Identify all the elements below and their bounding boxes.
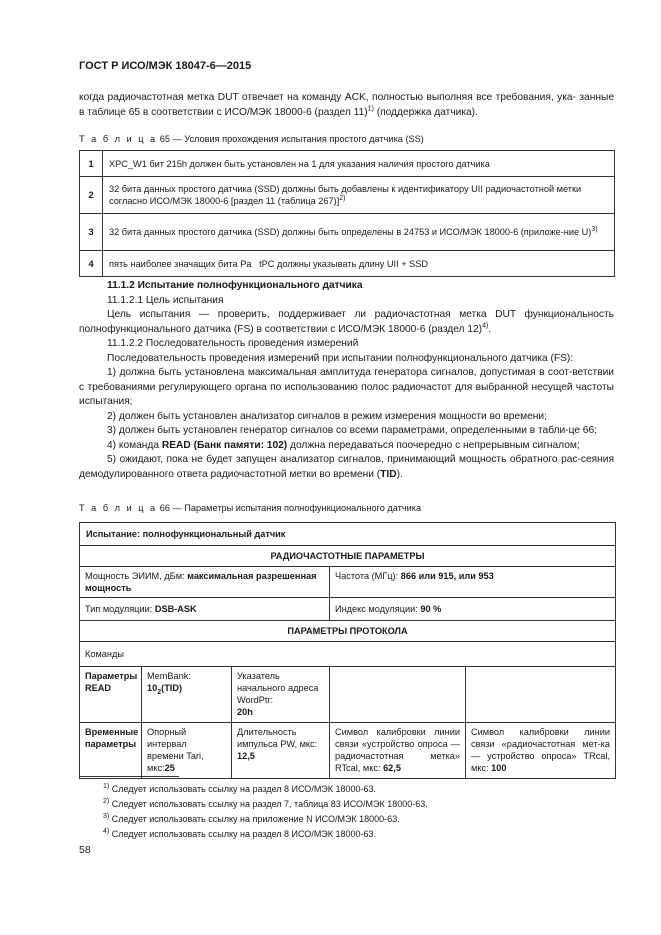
timing-parameters-label: Временные параметры — [80, 723, 142, 779]
footnote-ref-1: 1) — [367, 105, 374, 113]
read-empty-cell-2 — [466, 667, 616, 723]
pw-cell: Длительность импульса PW, мкс: 12,5 — [232, 723, 330, 779]
tari-cell: Опорный интервал времени Tari, мкс:25 — [142, 723, 232, 779]
commands-cell: Команды — [80, 642, 616, 667]
table66-protocol-header-row — [80, 621, 616, 642]
footnote-1: $^{1)}$ Следует использовать ссылку на раздел 8 ИСО/МЭК 18000-63. — [103, 783, 377, 794]
table66-commands-row — [80, 642, 616, 667]
footnote-4: $^{4)}$ Следует использовать ссылку на раздел 8 ИСО/МЭК 18000-63. — [103, 828, 377, 839]
protocol-parameters-header: ПАРАМЕТРЫ ПРОТОКОЛА — [80, 621, 616, 642]
table65-caption — [79, 134, 424, 144]
table65-row-number: 1 — [80, 151, 103, 177]
table66-title-row — [80, 523, 616, 546]
purpose-paragraph: Цель испытания — проверить, поддерживает ли радиочастотная метка DUT функциональность полнофункционального датчика (FS) в соответствии с ИСО/МЭК 18000-6 (раздел 12)$^{4)}$. — [79, 309, 614, 335]
rf-parameters-header: РАДИОЧАСТОТНЫЕ ПАРАМЕТРЫ — [80, 546, 616, 567]
table65-row — [80, 151, 615, 177]
sequence-intro: Последовательность проведения измерений при испытании полнофункционального датчика (FS): — [107, 352, 574, 364]
table66-power-row — [80, 567, 616, 598]
footnote-separator — [79, 776, 179, 777]
intro-line-2: занные в таблице 65 в соответствии с ИСО/МЭК 18000-6 (раздел 11) — [79, 92, 614, 118]
table65-row — [80, 177, 615, 214]
intro-paragraph — [79, 91, 614, 120]
table65-caption-text: 65 — Условия прохождения испытания простого датчика (SS) — [157, 134, 424, 144]
subsection-sequence-title: 11.1.2.2 Последовательность проведения измерений — [107, 338, 359, 349]
footnote-ref-2: 2) — [339, 194, 346, 202]
table66-caption-prefix: Т а б л и ц а — [79, 503, 158, 513]
table66-read-row — [80, 667, 616, 723]
footnote-ref-3: 3) — [591, 225, 598, 233]
sequence-item-1: 1) должна быть установлена максимальная амплитуда генератора сигналов, допустимая в соот-ветствии с требованиями регулирующего органа по использованию полос радиочастот для выбранной несущей частоты испытания; — [79, 367, 614, 407]
footnote-3: $^{3)}$ Следует использовать ссылку на приложение N ИСО/МЭК 18000-63. — [103, 813, 400, 824]
section-heading: 11.1.2 Испытание полнофункционального датчика — [107, 280, 363, 291]
wordptr-cell: Указатель начального адреса WordPtr: 20h — [232, 667, 330, 723]
table65-row-text: пять наиболее значащих бита Pa tPC должны указывать длину UII + SSD — [103, 251, 615, 277]
sequence-item-4: 4) команда READ (Банк памяти: 102) должна передаваться поочередно с непрерывным сигналом; — [107, 439, 580, 451]
table65-row — [80, 214, 615, 251]
table65-row-text: 32 бита данных простого датчика (SSD) должны быть добавлены к идентификатору UII радиочастотной метки согласно ИСО/МЭК 18000-6 [раздел 11 (таблица 267)]$^{2)}$ — [103, 177, 615, 214]
table66-timing-row — [80, 723, 616, 779]
table65-row — [80, 251, 615, 277]
table-65 — [79, 150, 615, 277]
table65-row-text: 32 бита данных простого датчика (SSD) должны быть определены в 24753 и ИСО/МЭК 18000-6 (приложе-ние U)$^{3)}$ — [103, 214, 615, 251]
membank-cell: MemBank: $10_2(TID)$ — [142, 667, 232, 723]
sequence-item-3: 3) должен быть установлен генератор сигналов со всеми параметрами, определенными в табли-це 66; — [107, 425, 597, 436]
sequence-item-5: 5) ожидают, пока не будет запущен анализатор сигналов, принимающий мощность обратного рас-сеяния демодулированного ответа радиочастотной метки во времени (TID). — [79, 454, 614, 480]
subsection-purpose-title: 11.1.2.1 Цель испытания — [107, 294, 224, 306]
modulation-type-cell: Тип модуляции: DSB-ASK — [80, 598, 330, 621]
read-parameters-label: Параметры READ — [80, 667, 142, 723]
section-body — [79, 279, 614, 482]
read-empty-cell-1 — [330, 667, 466, 723]
table66-modulation-row — [80, 598, 616, 621]
rtcal-cell: Символ калибровки линии связи «устройство опроса — радиочастотная метка» RTcal, мкс: 62,5 — [330, 723, 466, 779]
trcal-cell: Символ калибровки линии связи «радиочастотная мет-ка — устройство опроса» TRcal, мкс: 100 — [466, 723, 616, 779]
intro-line-1: когда радиочастотная метка DUT отвечает на команду ACK, полностью выполняя все требования, ука- — [79, 92, 576, 103]
table66-test-title: Испытание: полнофункциональный датчик — [80, 523, 616, 546]
sequence-item-2: 2) должен быть установлен анализатор сигналов в режим измерения мощности во времени; — [107, 410, 547, 422]
footnote-2: $^{2)}$ Следует использовать ссылку на раздел 7, таблица 83 ИСО/МЭК 18000-63. — [103, 798, 428, 809]
table65-row-number: 2 — [80, 177, 103, 214]
document-header: ГОСТ Р ИСО/МЭК 18047-6—2015 — [79, 60, 252, 72]
table65-row-text: XPC_W1 бит 215h должен быть установлен на 1 для указания наличия простого датчика — [103, 151, 615, 177]
page-number: 58 — [79, 844, 91, 856]
frequency-cell: Частота (МГц): 866 или 915, или 953 — [330, 567, 616, 598]
table65-row-number: 3 — [80, 214, 103, 251]
modulation-index-cell: Индекс модуляции: 90 % — [330, 598, 616, 621]
intro-line-2-end: (поддержка датчика). — [373, 106, 478, 118]
power-cell: Мощность ЭИИМ, дБм: максимальная разрешенная мощность — [80, 567, 330, 598]
table66-caption — [79, 503, 421, 513]
footnote-ref-4: 4) — [482, 322, 489, 330]
table66-caption-text: 66 — Параметры испытания полнофункционального датчика — [157, 503, 422, 513]
table66-rf-header-row — [80, 546, 616, 567]
table65-row-number: 4 — [80, 251, 103, 277]
table-66 — [79, 522, 616, 779]
table65-caption-prefix: Т а б л и ц а — [79, 134, 158, 144]
